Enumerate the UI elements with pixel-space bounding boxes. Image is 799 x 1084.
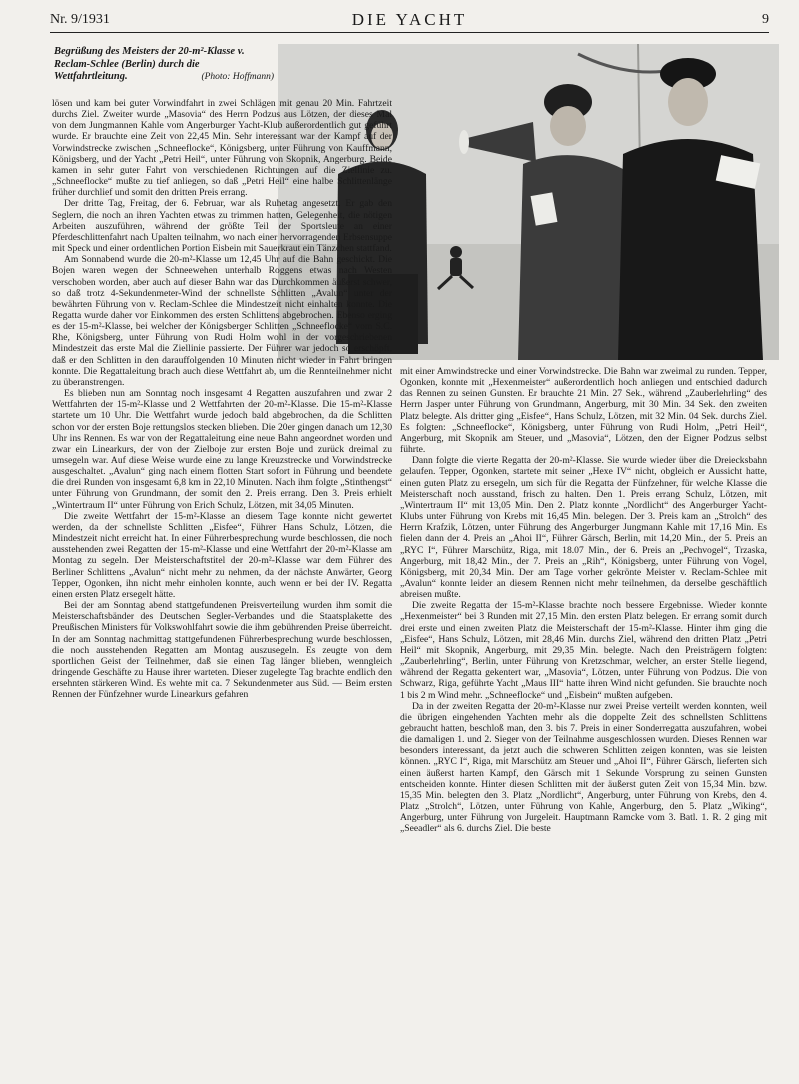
paragraph: Der dritte Tag, Freitag, der 6. Februar, war als Ruhetag angesetzt. Er gab den Seglern, die noch an ihren Yachten etwas zu trimmen hatten, Gelegenheit, die nötigen Arbeiten auszuführen, während der größte Teil der Sportsleute an einer Pferdeschlittenfahrt nach Upalten teilnahm, wo nach einer hervorragenden Erbsensuppe mit Speck und einer ordentlichen Portion Eisbein mit Sauerkraut ein Tänzchen stattfand.	[52, 198, 392, 255]
paragraph: mit einer Amwindstrecke und einer Vorwindstrecke. Die Bahn war zweimal zu runden. Tepper, Ogonken, konnte mit „Hexenmeister“ außerordentlich hoch anliegen und entschied dadurch das Rennen zu seinen Gunsten. Er brauchte 21 Min. 27 Sek., während „Zauberlehrling“ des Herrn Jasper unter Führung von Grundmann, Angerburg, mit 30 Min. 34 Sek. den zweiten Platz belegte. Als dritter ging „Eisfee“, Hans Schulz, Lötzen, mit 32 Min. 04 Sek. durchs Ziel. Es folgten: „Schneeflocke“, Königsberg, unter Führung von Rudi Holm, „Petri Heil“, Angerburg, mit Skopnik am Steuer, und „Masovia“, Lötzen, den der Eigner Podzus selbst führte.	[400, 366, 767, 456]
page-header	[50, 6, 769, 33]
paragraph: Es blieben nun am Sonntag noch insgesamt 4 Regatten auszufahren und zwar 2 Wettfahrten der 15-m²-Klasse und 2 Wettfahrten der 20-m²-Klasse. Die 15-m²-Klasse startete um 10 Uhr. Die Wettfahrt wurde jedoch bald abgebrochen, da die Schlitten schon vor der ersten Boje rettungslos stecken blieben. Die 20er gingen danach um 12,30 Uhr ins Rennen. Es war von der Regattaleitung eine neue Bahn angeordnet worden und zwar ein Linearkurs, der von der Zielboje zur ersten Boje und zurück dreimal zu umsegeln war. Auf diese Weise wurde eine zu lange Kreuzstrecke und Vorwindstrecke ausgeschaltet. „Avalun“ ging nach einem flotten Start sofort in Führung und beendete die drei Runden von insgesamt 6,8 km in 22,10 Minuten. Nach ihm folgte „Stinthengst“ unter Führung von Grundmann, der somit den 2. Preis errang. Den 3. Preis erhielt „Wintertraum II“ unter Führung von Erich Schulz, Lötzen, mit 34,05 Minuten.	[52, 388, 392, 511]
paragraph: Bei der am Sonntag abend stattgefundenen Preisverteilung wurden ihm somit die Meisterschaftsbänder des Deutschen Segler-Verbandes und die Staatsplakette des Preußischen Ministers für Volkswohlfahrt sowie die ihm gebührenden Preise überreicht. In der am Sonntag nachmittag stattgefundenen Führerbesprechung wurde beschlossen, die noch ausstehenden Regatten am Montag auszusegeln. Es zeugte von dem sportlichen Geist der Teilnehmer, daß sie einen Tag länger blieben, wenngleich dringende Geschäfte zu Hause ihrer warteten. Dieser zugelegte Tag brachte endlich den ersehnten stärkeren Wind. Es wehte mit ca. 7 Sekundenmeter aus Süd. — Beim ersten Rennen der Fünfzehner wurde Linearkurs gefahren	[52, 600, 392, 701]
paragraph: Dann folgte die vierte Regatta der 20-m²-Klasse. Sie wurde wieder über die Dreiecksbahn gelaufen. Tepper, Ogonken, startete mit seiner „Hexe IV“ nicht, obgleich er Aussicht hatte, einen guten Platz zu ersegeln, um sich für die Regatta der Fünfzehner, für welche Klasse die Meisterschaft noch ausstand, frisch zu halten. Den 1. Preis errang Schulz, Lötzen, mit „Wintertraum II“ mit 13,05 Min. Den 2. Platz konnte „Nordlicht“ des Angerburger Yacht-Klubs unter Führung von Krebs mit 16,45 Min. belegen. Der 3. Preis kam an „Strolch“ des Herrn Krafzik, Lötzen, unter Führung des Angerburger Jungmann Kahle mit 17,16 Min. Es fielen dann der 4. Preis an „Ahoi II“, Führer Gärsch, Berlin, mit 14,20 Min., der 5. Preis an „RYC I“, Führer Marschütz, Riga, mit 18.07 Min., der 6. Preis an „Pechvogel“, Trzaska, Angerburg, mit 18,42 Min., der 7. Preis an „Rih“, Königsberg, unter Führung von Vogel, Königsberg, mit 20,34 Min. Der am Tage vorher gekrönte Meister v. Reclam-Schlee mit „Avalun“ konnte leider an diesem Rennen nicht mehr teilnehmen, da derselbe geschäftlich abreisen mußte.	[400, 455, 767, 601]
page-number: 9	[762, 12, 769, 27]
paragraph: Am Sonnabend wurde die 20-m²-Klasse um 12,45 Uhr auf die Bahn geschickt. Die Bojen waren wegen der Schneewehen unterhalb Roggens etwas nach Westen verschoben worden, aber auch auf dieser Bahn war das Durchkommen äußerst schwer, so daß trotz 4-Sekundenmeter-Wind der schnellste Schlitten „Avalun“ unter der bewährten Führung von v. Reclam-Schlee die Mindestzeit nicht einhalten konnte. Die Regatta wurde daher vor Einkommen des ersten Schlittens abgebrochen. Ebenso erging es der 15-m²-Klasse, bei welcher der Königsberger Schlitten „Schneeflocke“ vom S.C. Rhe, Königsberg, unter Führung von Rudi Holm wohl in der vorgeschriebenen Mindestzeit das erste Mal die Ziellinie passierte. Der Führer war jedoch so erschöpft, daß er den Schlitten in den darauffolgenden 10 Minuten nicht wieder in Fahrt bringen konnte. Die Regattaleitung brach auch diese Wettfahrt ab, um die Rennteilnehmer nicht zu überanstrengen.	[52, 254, 392, 388]
caption-text: Begrüßung des Meisters der 20-m²-Klasse v. Reclam-Schlee (Berlin) durch die Wettfahrtleitung.	[54, 46, 245, 82]
right-column	[400, 366, 767, 1072]
photo-credit: (Photo: Hoffmann)	[201, 72, 274, 82]
issue-number: Nr. 9/1931	[50, 12, 110, 27]
magazine-title: DIE YACHT	[351, 10, 468, 29]
left-column	[52, 98, 392, 1072]
paragraph: Die zweite Regatta der 15-m²-Klasse brachte noch bessere Ergebnisse. Wieder konnte „Hexenmeister“ bei 3 Runden mit 27,15 Min. den ersten Platz belegen. Er errang somit durch drei erste und einen zweiten Platz die Meisterschaft der 15-m²-Klasse. Hinter ihm ging die „Eisfee“, Hans Schulz, Lötzen, mit 28,46 Min. durchs Ziel, während den dritten Platz „Petri Heil“ mit Skopnik, Angerburg, mit 29,35 Min. belegte. Nach den Preisträgern folgten: „Zauberlehrling“, Berlin, unter Führung von Kretzschmar, welcher, an erster Stelle liegend, während der Regatta gekentert war, „Masovia“, Lötzen, unter Führung von Podzus. Die von Schwarz, Riga, geführte Yacht „Maus III“ hatte ihren Wind nicht gefunden. Sie brauchte noch 1 bis 2 m Wind mehr. „Schneeflocke“ und „Eisbein“ mußten aufgeben.	[400, 600, 767, 701]
photo-caption	[54, 46, 274, 84]
paragraph: Da in der zweiten Regatta der 20-m²-Klasse nur zwei Preise verteilt werden konnten, weil die übrigen eingehenden Yachten mehr als die doppelte Zeit des schnellsten Schlittens gebraucht hatten, beschloß man, den 3. bis 7. Preis in einer Sonderregatta auszufahren, wobei die damaligen 1. und 2. Sieger von der Teilnahme ausgeschlossen wurden. Dieses Rennen war besonders interessant, da jetzt auch die schweren Schlitten zeigen konnten, was sie leisten können. „RYC I“, Riga, mit Marschütz am Steuer und „Ahoi II“, Führer Gärsch, lieferten sich einen äußerst harten Kampf, den Gärsch mit 1 Sekunde Vorsprung zu seinen Gunsten entscheiden konnte. Hinter diesen Schlitten mit der äußerst guten Zeit von 15,34 Min. bzw. 15,35 Min. belegten den 3. Platz „Nordlicht“, Angerburg, unter Führung von Krebs, den 4. Platz „Strolch“, Lötzen, unter Führung von Kahle, Angerburg, den 5. Platz „Wiking“, Angerburg, unter Führung von Jurgeleit. Hauptmann Ramcke vom 3. Batl. 1. R. 2 ging mit „Seeadler“ als 6. durchs Ziel. Die beste	[400, 700, 767, 835]
paragraph: Die zweite Wettfahrt der 15-m²-Klasse an diesem Tage konnte nicht gewertet werden, da der schnellste Schlitten „Eisfee“, Führer Hans Schulz, Lötzen, die Mindestzeit nicht erreicht hat. In einer Führerbesprechung wurde beschlossen, die noch ausstehenden zwei Regatten der 15-m²-Klasse und eine Wettfahrt der 20-m²-Klasse am Montag zu segeln. Der Meisterschaftstitel der 20-m²-Klasse war dem Führer des Berliner Schlittens „Avalun“ nicht mehr zu nehmen, da der nächste Anwärter, Georg Tepper, Ogonken, ihn nicht mehr einholen konnte, auch wenn er bei der IV. Regatta einen ersten Platz ersegelt hätte.	[52, 510, 392, 600]
paragraph: lösen und kam bei guter Vorwindfahrt in zwei Schlägen mit genau 20 Min. Fahrtzeit durchs Ziel. Zweiter wurde „Masovia“ des Herrn Podzus aus Lötzen, der dieses Mal von dem Jungmannen Kahle vom Angerburger Yacht-Klub außerordentlich gut geführt wurde. Er brauchte eine Zeit von 22,45 Min. Sehr interessant war der Kampf auf der Vorwindstrecke zwischen „Schneeflocke“, Königsberg, unter Führung von Kauffmann, Königsberg, und der Yacht „Petri Heil“, unter Führung von Skopnik, Angerburg. Beide kamen in sehr guter Fahrt von verschiedenen Richtungen auf die Ziellinie zu. „Schneeflocke“ mußte zu tief anliegen, so daß „Petri Heil“ eine halbe Schlittenlänge früher durchlief und somit den dritten Preis errang.	[52, 98, 392, 199]
